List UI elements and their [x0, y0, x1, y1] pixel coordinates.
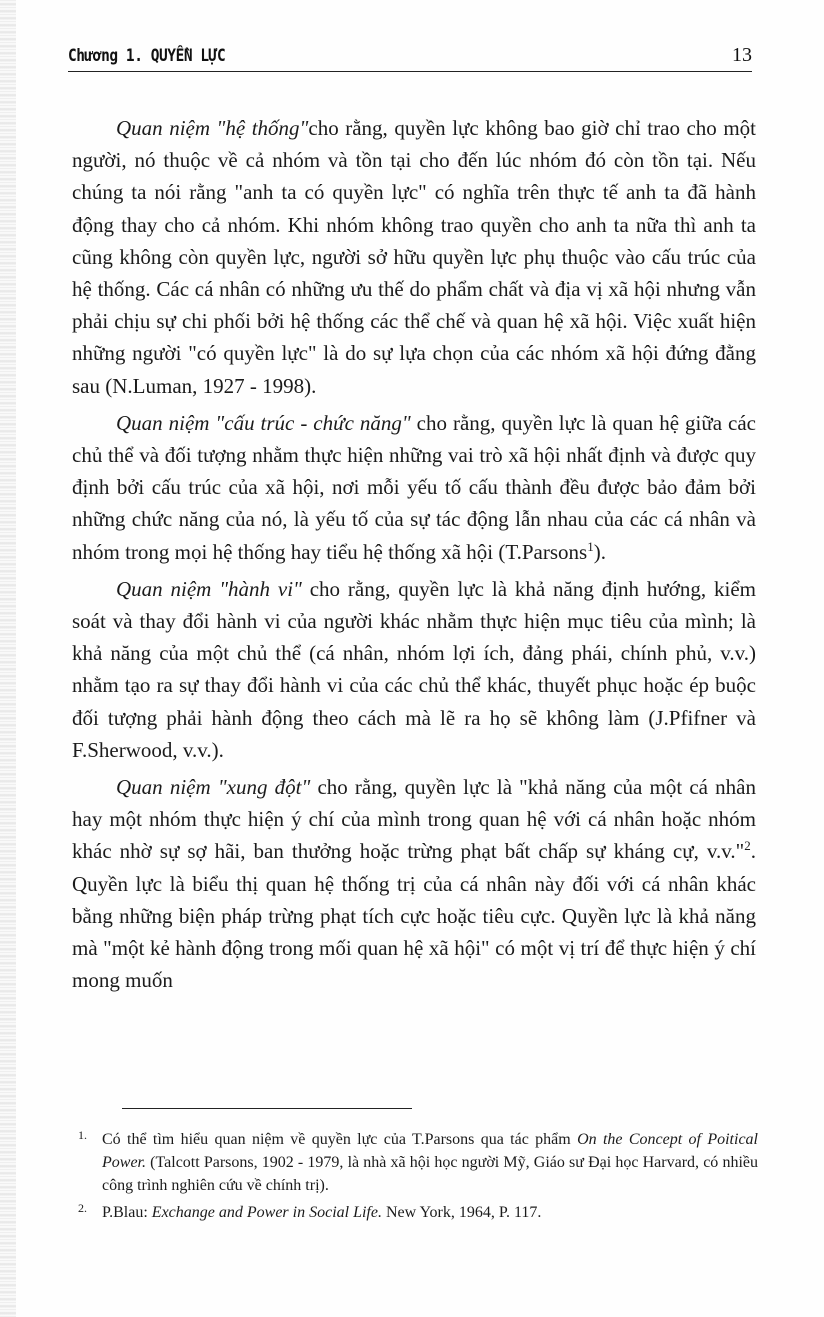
running-header	[68, 42, 752, 70]
paragraph-text: cho rằng, quyền lực là khả năng định hướng, kiểm soát và thay đổi hành vi của người khác nhằm thực hiện mục tiêu của mình; là khả năng của một chủ thể (cá nhân, nhóm lợi ích, đảng phái, chính phủ, v.v.) nhằm tạo ra sự thay đổi hành vi của các chủ thể khác, thuyết phục hoặc ép buộc đối tượng phải hành động theo cách mà lẽ ra họ sẽ không làm (J.Pfifner và F.Sherwood, v.v.).	[72, 576, 756, 762]
paragraph-behavioral-view	[72, 573, 756, 766]
footnote-title: On the Concept of Poitical Power.	[102, 1131, 758, 1171]
paragraph-lead: Quan niệm "hành vi"	[116, 576, 302, 601]
footnote-text: P.Blau:	[102, 1204, 152, 1221]
paragraph-text: cho rằng, quyền lực là quan hệ giữa các chủ thể và đối tượng nhằm thực hiện những vai trò xã hội nhất định và được quy định bởi cấu trúc của xã hội, nơi mỗi yếu tố cấu thành đều được bảo đảm bởi những chức năng của nó, là yếu tố của sự tác động lẫn nhau của các cá nhân và nhóm trong mọi hệ thống hay tiểu hệ thống xã hội (T.Parsons	[72, 410, 756, 564]
footnote-item	[78, 1128, 758, 1197]
paragraph-tail: . Quyền lực là biểu thị quan hệ thống trị của cá nhân này đối với cá nhân khác bằng những biện pháp trừng phạt tích cực hoặc tiêu cực. Quyền lực là khả năng mà "một kẻ hành động trong mối quan hệ xã hội" có một vị trí để thực hiện ý chí mong muốn	[72, 839, 756, 993]
paragraph-lead: Quan niệm "xung đột"	[116, 775, 311, 800]
paragraph-text: cho rằng, quyền lực là "khả năng của một cá nhân hay một nhóm thực hiện ý chí của mình trong quan hệ với cá nhân hoặc nhóm khác nhờ sự sợ hãi, ban thưởng hoặc trừng phạt bất chấp sự kháng cự, v.v."	[72, 775, 756, 864]
footnote-mark: 2.	[78, 1201, 87, 1215]
footnote-rule	[122, 1108, 412, 1109]
chapter-title: Chương 1. QUYỀN LỰC	[68, 46, 226, 66]
footnote-item	[78, 1201, 758, 1224]
paragraph-lead: Quan niệm "cấu trúc - chức năng"	[116, 410, 411, 435]
footnote-text: (Talcott Parsons, 1902 - 1979, là nhà xã hội học người Mỹ, Giáo sư Đại học Harvard, có nhiều công trình nghiên cứu về chính trị).	[102, 1154, 758, 1194]
footnote-mark: 1.	[78, 1128, 87, 1142]
footnote-text: New York, 1964, P. 117.	[381, 1204, 542, 1221]
paragraph-structural-functional-view	[72, 407, 756, 568]
header-rule	[68, 71, 752, 72]
footnotes	[78, 1128, 758, 1228]
paragraph-text: cho rằng, quyền lực không bao giờ chỉ trao cho một người, nó thuộc về cả nhóm và tồn tại cho đến lúc nhóm đó còn tồn tại. Nếu chúng ta nói rằng "anh ta có quyền lực" có nghĩa trên thực tế anh ta đã hành động thay cho cả nhóm. Khi nhóm không trao quyền cho anh ta nữa thì anh ta cũng không còn quyền lực, người sở hữu quyền lực phụ thuộc vào cấu trúc của hệ thống. Các cá nhân có những ưu thế do phẩm chất và địa vị xã hội nhưng vẫn phải chịu sự chi phối bởi hệ thống các thể chế và quan hệ xã hội. Việc xuất hiện những người "có quyền lực" là do sự lựa chọn của các nhóm xã hội đứng đằng sau (N.Luman, 1927 - 1998).	[72, 116, 757, 398]
footnote-text: Có thể tìm hiểu quan niệm về quyền lực của T.Parsons qua tác phẩm	[102, 1131, 578, 1148]
paragraph-system-view	[72, 112, 756, 402]
footnote-ref[interactable]: 2	[744, 838, 751, 854]
footnote-title: Exchange and Power in Social Life.	[151, 1204, 382, 1221]
paragraph-lead: Quan niệm "hệ thống"	[116, 116, 309, 140]
footnote-ref[interactable]: 1	[587, 538, 594, 554]
paragraph-tail: ).	[593, 539, 606, 564]
paragraph-conflict-view	[72, 771, 756, 996]
page-number: 13	[732, 44, 752, 66]
binding-edge	[0, 0, 16, 1317]
body-text	[72, 112, 756, 1001]
